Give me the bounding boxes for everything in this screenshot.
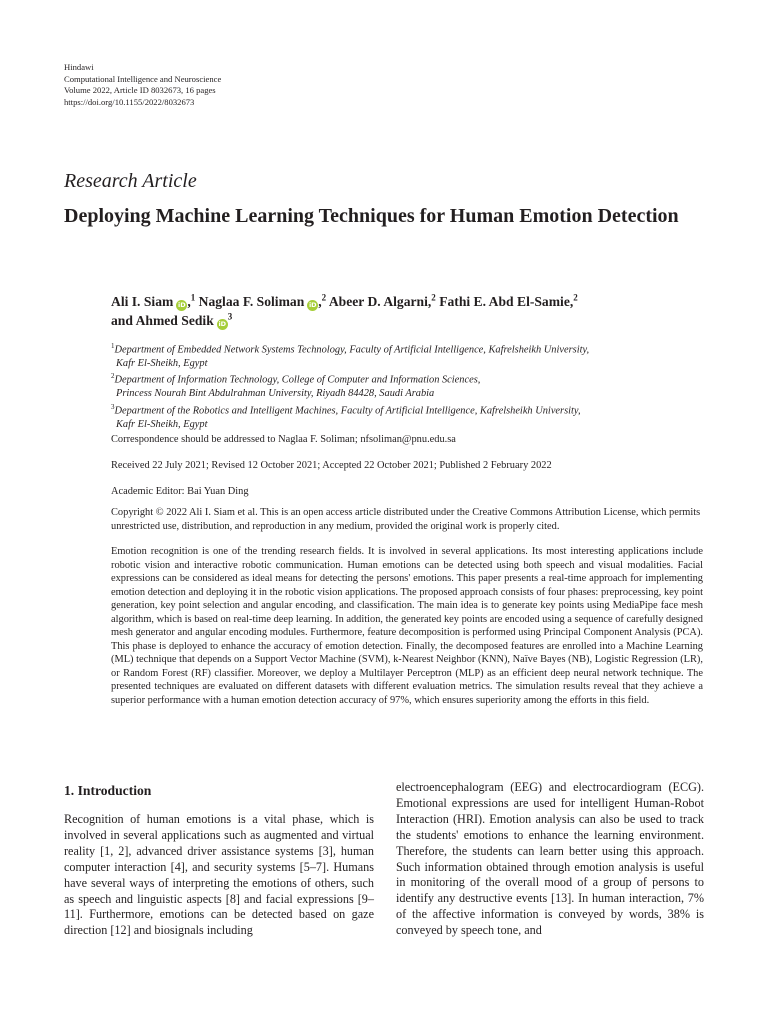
affiliation-line: Department of Information Technology, College of Computer and Information Sciences, bbox=[114, 374, 481, 386]
journal-name: Computational Intelligence and Neuroscience bbox=[64, 73, 222, 84]
publisher-name: Hindawi bbox=[64, 62, 94, 72]
author-name[interactable]: Abeer D. Algarni, bbox=[328, 294, 432, 309]
academic-editor-line: Academic Editor: Bai Yuan Ding bbox=[111, 486, 249, 497]
introduction-paragraph-continued: electroencephalogram (EEG) and electrocardiogram (ECG). Emotional expressions are used for intelligent Human-Robot Interaction (HRI). Emotion analysis can also be used to track the students' emotions to enhance the learning environment. Therefore, the students can learn better using this approach. Such information obtained through emotion analysis is useful in monitoring of the overall mood of a group of persons to identify any destructive events [13]. In human interaction, 7% of the affective information is conveyed by words, 38% is conveyed by speech tone, and bbox=[396, 780, 704, 938]
dates-line: Received 22 July 2021; Revised 12 October 2021; Accepted 22 October 2021; Published 2 February 2022 bbox=[111, 460, 552, 471]
volume-line: Volume 2022, Article ID 8032673, 16 pages bbox=[64, 85, 216, 96]
doi-link[interactable]: https://doi.org/10.1155/2022/8032673 bbox=[64, 96, 195, 107]
affiliation-line: Kafr El-Sheikh, Egypt bbox=[116, 357, 208, 369]
author-affiliation-sup: 3 bbox=[227, 311, 233, 322]
orcid-icon[interactable]: iD bbox=[308, 301, 317, 309]
author-list: Ali I. Siam iD ,$^1$ Naglaa F. Soliman iD ,$^2$ Abeer D. Algarni,$^2$ Fathi E. Abd El-Samie,$^2$ and Ahmed Sedik $iD^3$ bbox=[111, 292, 578, 328]
author-affiliation-sup: 2 bbox=[431, 292, 436, 303]
copyright-notice: Copyright © 2022 Ali I. Siam et al. This is an open access article distributed under the Creative Commons Attribution License, which permits unrestricted use, distribution, and reproduction in any medium, provided the original work is properly cited. bbox=[111, 507, 701, 532]
affiliation-line: Department of the Robotics and Intelligent Machines, Faculty of Artificial Intelligence, Kafrelsheikh University, bbox=[114, 405, 581, 417]
author-name[interactable]: and Ahmed Sedik bbox=[111, 313, 214, 328]
author-name[interactable]: Ali I. Siam bbox=[111, 294, 174, 309]
author-affiliation-sup: 2 bbox=[321, 292, 327, 303]
affiliation-item bbox=[111, 401, 671, 431]
author-name[interactable]: Naglaa F. Soliman bbox=[198, 294, 305, 309]
affiliation-line: Kafr El-Sheikh, Egypt bbox=[116, 418, 208, 430]
affiliation-item bbox=[111, 340, 671, 370]
abstract: Emotion recognition is one of the trending research fields. It is involved in several applications. Its most interesting applications include robotic vision and interactive robotic communication. Human emotions can be detected using both speech and visual modalities. Facial expressions can be considered as ideal means for detecting the persons' emotions. This paper presents a real-time approach for implementing emotion detection and deploying it in the robotic vision applications. The proposed approach consists of four phases: preprocessing, key point generation, key point selection and angular encoding, and classification. The main idea is to generate key points using MediaPipe face mesh algorithm, which is based on real-time deep learning. In addition, the generated key points are encoded using a sequence of carefully designed mesh generator and angular encoding modules. Furthermore, feature decomposition is performed using Principal Component Analysis (PCA). This phase is deployed to enhance the accuracy of emotion detection. Finally, the decomposed features are enrolled into a Machine Learning (ML) technique that depends on a Support Vector Machine (SVM), k-Nearest Neighbor (KNN), Naïve Bayes (NB), Logistic Regression (LR), or Random Forest (RF) classifier. Moreover, we deploy a Multilayer Perceptron (MLP) as an efficient deep neural network technique. The presented techniques are evaluated on different datasets with different evaluation metrics. The simulation results reveal that they achieve a superior performance with a human emotion detection accuracy of 97%, which ensures superiority among the efforts in this field. bbox=[111, 546, 703, 706]
journal-info bbox=[64, 62, 221, 108]
author-affiliation-sup: 1 bbox=[190, 292, 196, 303]
affiliation-sup: 3 bbox=[111, 402, 115, 411]
left-column bbox=[64, 780, 374, 939]
affiliation-line: Department of Embedded Network Systems Technology, Faculty of Artificial Intelligence, Kafrelsheikh University, bbox=[114, 344, 590, 356]
right-column bbox=[396, 780, 704, 939]
affiliation-line: Princess Nourah Bint Abdulrahman University, Riyadh 84428, Saudi Arabia bbox=[116, 388, 435, 400]
author-name[interactable]: Fathi E. Abd El-Samie, bbox=[439, 294, 574, 309]
affiliation-sup: 1 bbox=[111, 342, 115, 350]
affiliations bbox=[111, 340, 671, 431]
affiliation-sup: 2 bbox=[111, 372, 115, 381]
section-heading-introduction: 1. Introduction bbox=[64, 783, 152, 798]
introduction-paragraph: Recognition of human emotions is a vital phase, which is involved in several applications such as augmented and virtual reality [1, 2], advanced driver assistance systems [3], human computer interaction [4], and security systems [5–7]. Humans have several ways of interpreting the emotions of others, such as speech and linguistic aspects [8] and facial expressions [9–11]. Furthermore, emotions can be detected based on gaze direction [12] and biosignals including bbox=[64, 812, 374, 938]
author-affiliation-sup: 2 bbox=[573, 292, 578, 303]
article-type: Research Article bbox=[64, 170, 197, 192]
article-title: Deploying Machine Learning Techniques for Human Emotion Detection bbox=[64, 205, 679, 227]
orcid-icon[interactable]: iD bbox=[218, 320, 227, 328]
correspondence-line: Correspondence should be addressed to Naglaa F. Soliman; nfsoliman@pnu.edu.sa bbox=[111, 434, 456, 445]
orcid-icon[interactable]: iD bbox=[178, 301, 186, 309]
affiliation-item bbox=[111, 370, 671, 400]
